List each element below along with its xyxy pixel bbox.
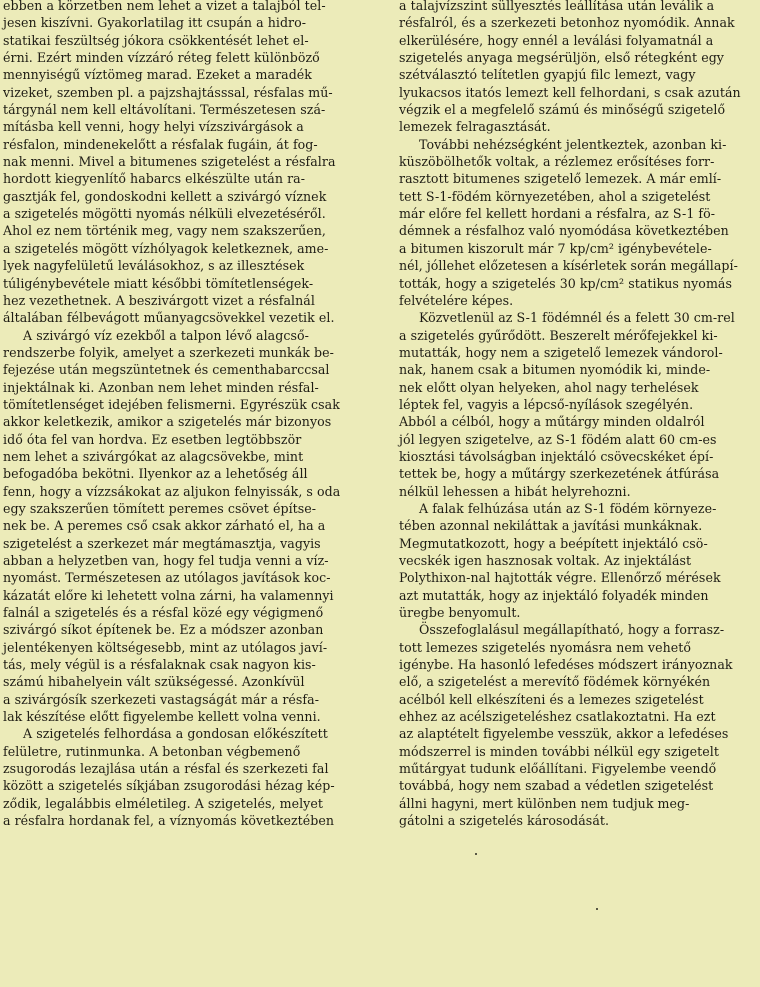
left-column-text-line: a szigetelés mögött vízhólyagok keletkeznek, ame- [3,240,329,256]
right-column-text-line: acélból kell elkészíteni és a lemezes szigetelést [399,691,704,707]
left-column-text-line: gasztják fel, gondoskodni kellett a szivárgó víznek [3,188,327,204]
right-column-text-line: tott lemezes szigetelés nyomásra nem vehető [399,639,691,655]
left-column-text-line: túligénybevétele miatt későbbi tömítetlenségek- [3,275,314,291]
right-column-text-line: kiosztási távolságban injektáló csövecskéket épí- [399,448,714,464]
right-column-text-line: Összefoglalásul megállapítható, hogy a forrasz- [419,622,725,638]
left-column-text-line: falnál a szigetelés és a résfal közé egy végigmenő [3,605,324,621]
left-column-text-line: jelentékenyen költségesebb, mint az utólagos javí- [3,639,328,655]
right-column-text-line: nél, jóllehet előzetesen a kísérletek során megállapí- [399,258,738,274]
right-column-text-line: Közvetlenül az S-1 födémnél és a felett 30 cm-rel [419,310,735,326]
right-column-text-line: a szigetelés gyűrődött. Beszerelt mérőfejekkel ki- [399,327,718,343]
right-column-text-line: vecskék igen hasznosak voltak. Az injektálást [399,553,692,568]
left-column-text-line: szigetelést a szerkezet már megtámasztja, vagyis [3,535,321,551]
left-column-text-line: hordott kiegyenlítő habarcs elkészülte után ra- [3,171,306,187]
right-column-text-line: szétválasztó telítetlen gyapjú filc lemezt, vagy [399,67,696,83]
left-column-text-line: abban a helyzetben van, hogy fel tudja venni a víz- [3,553,329,568]
right-column-text-line: nek előtt olyan helyeken, ahol nagy terhelések [399,379,699,395]
left-column-text-line: tömítetlenséget idejében felismerni. Egyrészük csak [3,396,340,412]
right-column-text-line: lyukacsos itatós lemezt kell felhordani, s csak azután [399,84,741,100]
left-column-text-line: tárgynál nem kell eltávolítani. Természetesen szá- [3,102,326,118]
right-column-text-line: felvételére képes. [399,292,514,308]
right-column-text-line: a bitumen kiszorult már 7 kp/cm² igénybevétele- [399,240,712,256]
left-column-text-line: résfalon, mindenekelőtt a résfalak fugáin, át fog- [3,136,318,152]
left-column-text-line: hez vezethetnek. A beszivárgott vizet a résfalnál [3,292,315,308]
left-column-text-line: egy szakszerűen tömített peremes csövet építse- [3,500,317,516]
left-column-text-line: a szigetelés mögötti nyomás nélküli elvezetéséről. [3,206,326,222]
left-column-text-line: általában félbevágott műanyagcsövekkel vezetik el. [3,310,335,326]
right-column-text-line: elkerülésére, hogy ennél a leválási folyamatnál a [399,32,714,48]
right-column-text-line: A falak felhúzása után az S-1 födém környeze- [419,500,717,516]
left-column-text-line: érni. Ezért minden vízzáró réteg felett különböző [3,50,320,66]
right-column-text-line: műtárgyat tudunk előállítani. Figyelembe veendő [399,761,717,777]
right-column-text-line: küszöbölhetők voltak, a rézlemez erősítéses forr- [399,154,715,170]
left-column-text-line: felületre, rutinmunka. A betonban végbemenő [3,743,301,759]
right-column-text-line: ehhez az acélszigeteléshez csatlakoztatni. Ha ezt [399,709,716,725]
right-column-text-line: tották, hogy a szigetelés 30 kp/cm² statikus nyomás [399,275,733,291]
left-column-text-line: injektálnak ki. Azonban nem lehet minden résfal- [3,379,319,395]
right-column-text-line: üregbe benyomult. [399,605,521,621]
left-column-text-line: fenn, hogy a vízzsákokat az aljukon felnyissák, s oda [3,483,341,499]
right-column [399,0,759,830]
left-column-text-line: A szigetelés felhordása a gondosan előkészített [23,726,328,742]
right-column-text-line: tettek be, hogy a műtárgy szerkezetének átfúrása [399,466,720,482]
right-column-text-line: már előre fel kellett hordani a résfalra, az S-1 fö- [399,206,716,222]
right-column-text-line: démnek a résfalhoz való nyomódása következtében [399,223,729,239]
right-column-text-line: gátolni a szigetelés károsodását. [399,813,610,829]
right-column-text-line: Megmutatkozott, hogy a beépített injektáló csö- [399,535,708,551]
left-column-text-line: között a szigetelés síkjában zsugorodási hézag kép- [3,778,335,794]
left-column-text-line: mennyiségű víztömeg marad. Ezeket a maradék [3,67,312,83]
left-column-text-line: nyomást. Természetesen az utólagos javítások koc- [3,570,331,586]
left-column-text-line: fejezése után megszüntetnek és cementhabarccsal [3,362,330,378]
right-column-text-line: a talajvízszint süllyesztés leállítása után leválik a [399,0,715,13]
right-column-text-line: módszerrel is minden további nélkül egy szigetelt [399,743,719,759]
right-column-text-line: További nehézségként jelentkeztek, azonban ki- [419,136,727,152]
left-column-text-line: a szivárgósík szerkezeti vastagságát már a résfa- [3,691,320,707]
right-column-text-line: jól legyen szigetelve, az S-1 födém alatt 60 cm-es [399,431,717,447]
right-column-text-line: szigetelés anyaga megsérüljön, első rétegként egy [399,50,724,66]
right-column-text-line: állni hagyni, mert különben nem tudjuk meg- [399,795,690,811]
right-column-text-line: lemezek felragasztását. [399,119,551,135]
right-column-text-line: tében azonnal nekiláttak a javítási munkáknak. [399,518,703,534]
right-column-text-line: nélkül lehessen a hibát helyrehozni. [399,483,631,499]
right-column-text-line: Abból a célból, hogy a műtárgy minden oldalról [399,414,705,430]
right-column-text-line: léptek fel, vagyis a lépcső-nyílások szegélyén. [399,396,694,412]
right-column-text-line: azt mutatták, hogy az injektáló folyadék minden [399,587,709,603]
left-column-text-line: rendszerbe folyik, amelyet a szerkezeti munkák be- [3,344,334,360]
left-column-text-line: tás, mely végül is a résfalaknak csak nagyon kis- [3,657,316,673]
left-column-text-line: akkor keletkezik, amikor a szigetelés már bizonyos [3,414,332,430]
left-column-text-line: lak készítése előtt figyelembe kellett volna venni. [3,709,321,725]
left-column-text-line: nak menni. Mivel a bitumenes szigetelést a résfalra [3,154,336,170]
left-column-text-line: nem lehet a szivárgókat az alagcsövekbe, mint [3,448,304,464]
right-column-text-line: továbbá, hogy nem szabad a védetlen szigetelést [399,778,714,794]
left-column-text-line: a résfalra hordanak fel, a víznyomás következtében [3,813,335,829]
left-column-text-line: idő óta fel van hordva. Ez esetben legtöbbször [3,431,302,447]
right-column-text-line: igénybe. Ha hasonló lefedéses módszert irányoznak [399,657,733,673]
left-column-text-line: mításba kell venni, hogy helyi vízszivárgások a [3,119,304,135]
left-column-text-line: ződik, legalábbis elméletileg. A szigetelés, melyet [3,795,323,811]
left-column-text-line: lyek nagyfelületű leválásokhoz, s az illesztések [3,258,305,274]
left-column-text-line: befogadóba bekötni. Ilyenkor az a lehetőség áll [3,466,308,482]
left-column-text-line: nek be. A peremes cső csak akkor zárható el, ha a [3,518,326,534]
right-column-text-line: végzik el a megfelelő számú és minőségű szigetelő [399,102,726,118]
left-column-text-line: kázatát előre ki lehetett volna zárni, ha valamennyi [3,587,334,603]
right-column-text-line: elő, a szigetelést a merevítő födémek környékén [399,674,711,690]
left-column-text-line: ebben a körzetben nem lehet a vizet a talajból tel- [3,0,326,13]
right-column-text-line: Polythixon-nal hajtották végre. Ellenőrző mérések [399,570,721,586]
print-speck [596,908,598,910]
left-column-text-line: szivárgó síkot építenek be. Ez a módszer azonban [3,622,324,638]
right-column-text-line: tett S-1-födém környezetében, ahol a szigetelést [399,188,711,204]
print-speck [475,853,477,855]
right-column-text-line: az alaptételt figyelembe vesszük, akkor a lefedéses [399,726,729,742]
left-column-text-line: Ahol ez nem történik meg, vagy nem szakszerűen, [3,223,326,239]
right-column-text-line: nak, hanem csak a bitumen nyomódik ki, minde- [399,362,711,378]
left-column-text-line: jesen kiszívni. Gyakorlatilag itt csupán a hidro- [3,15,307,31]
left-column [3,0,363,830]
right-column-text-line: mutatták, hogy nem a szigetelő lemezek vándorol- [399,344,723,360]
right-column-text-line: rasztott bitumenes szigetelő lemezek. A már emlí- [399,171,722,187]
left-column-text-line: zsugorodás lezajlása után a résfal és szerkezeti fal [3,761,329,777]
left-column-text-line: A szivárgó víz ezekből a talpon lévő alagcső- [23,327,309,343]
left-column-text-line: vizeket, szemben pl. a pajzshajtásssal, résfalas mű- [3,84,333,100]
left-column-text-line: statikai feszültség jókora csökkentését lehet el- [3,32,309,48]
left-column-text-line: számú hibahelyein vált szükségessé. Azonkívül [3,674,305,690]
right-column-text-line: résfalról, és a szerkezeti betonhoz nyomódik. Annak [399,15,735,31]
